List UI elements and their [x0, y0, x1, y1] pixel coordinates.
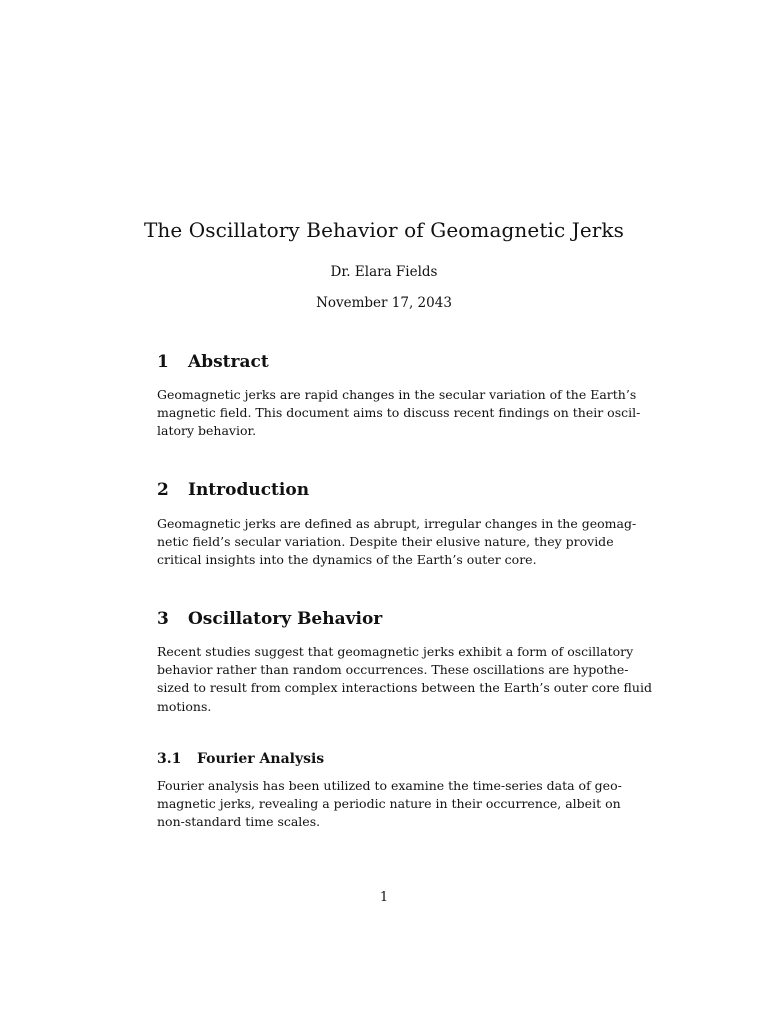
fourier-analysis-paragraph: [157, 777, 622, 832]
paragraph-line: latory behavior.: [157, 423, 257, 439]
paragraph-line: Geomagnetic jerks are rapid changes in the secular variation of the Earth’s: [157, 387, 637, 402]
paragraph-line: Geomagnetic jerks are defined as abrupt, irregular changes in the geomag-: [157, 516, 637, 531]
paragraph-line: Fourier analysis has been utilized to examine the time-series data of geo-: [157, 778, 622, 793]
paragraph-line: critical insights into the dynamics of the Earth’s outer core.: [157, 552, 537, 568]
section-heading-oscillatory-behavior: [157, 607, 617, 631]
subsection-number: 3.1: [157, 751, 182, 767]
paragraph-line: Recent studies suggest that geomagnetic jerks exhibit a form of oscillatory: [157, 644, 634, 659]
section-heading-abstract: [157, 350, 617, 374]
subsection-title: Fourier Analysis: [197, 751, 325, 767]
paragraph-line: behavior rather than random occurrences. These oscillations are hypothe-: [157, 662, 629, 678]
oscillatory-behavior-paragraph: [157, 643, 652, 716]
paper-date: November 17, 2043: [316, 295, 452, 311]
section-title: Oscillatory Behavior: [188, 609, 383, 629]
paragraph-line: netic field’s secular variation. Despite their elusive nature, they provide: [157, 534, 614, 550]
section-number: 3: [157, 609, 169, 629]
section-title: Abstract: [188, 352, 269, 372]
paragraph-line: sized to result from complex interactions between the Earth’s outer core fluid: [157, 680, 652, 696]
paragraph-line: non-standard time scales.: [157, 814, 321, 830]
abstract-paragraph: [157, 386, 641, 441]
section-heading-introduction: [157, 478, 617, 502]
introduction-paragraph: [157, 515, 637, 570]
paper-title: The Oscillatory Behavior of Geomagnetic Jerks: [143, 218, 625, 242]
section-number: 1: [157, 352, 169, 372]
subsection-heading-fourier-analysis: [157, 749, 617, 769]
section-number: 2: [157, 480, 169, 500]
paragraph-line: motions.: [157, 698, 212, 714]
paragraph-line: magnetic jerks, revealing a periodic nature in their occurrence, albeit on: [157, 796, 621, 812]
section-title: Introduction: [188, 480, 310, 500]
page-number: 1: [379, 890, 389, 905]
paper-author: Dr. Elara Fields: [330, 264, 438, 280]
paragraph-line: magnetic field. This document aims to discuss recent findings on their oscil-: [157, 405, 641, 421]
